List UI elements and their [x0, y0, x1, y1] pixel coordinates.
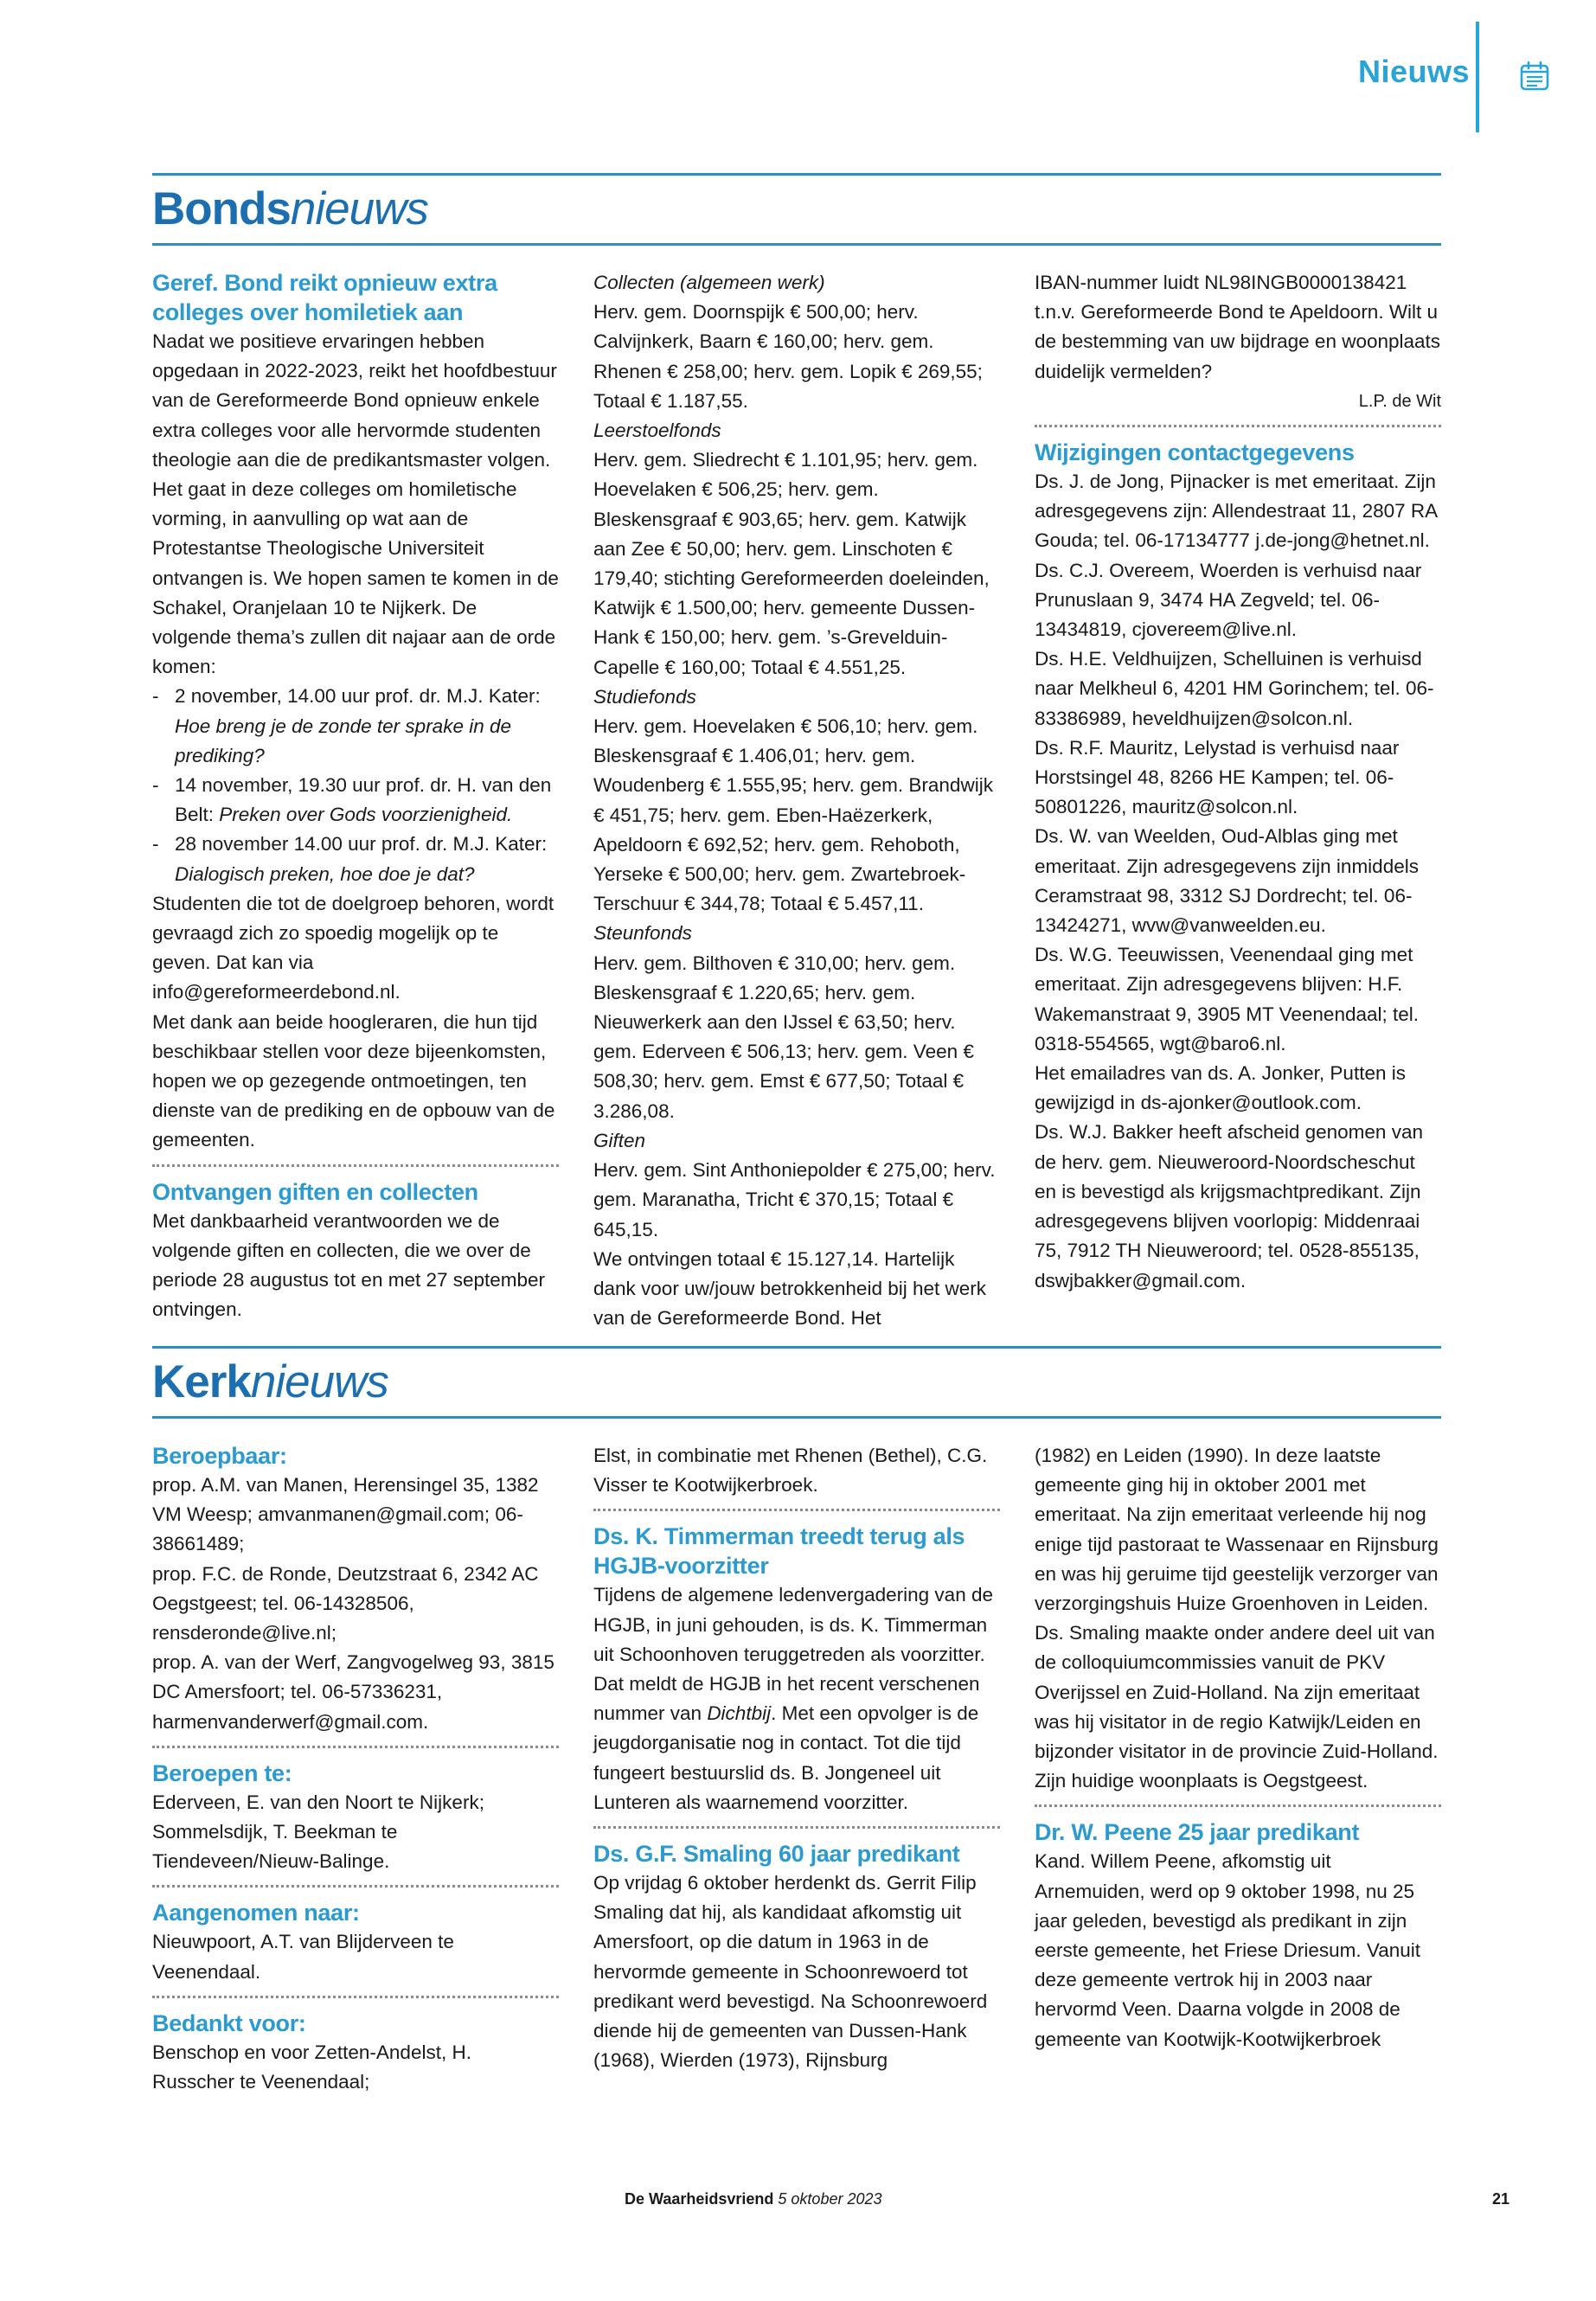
- article-heading: Ontvangen giften en collecten: [152, 1178, 478, 1205]
- dotted-separator: [152, 1996, 559, 1998]
- fund-text: Herv. gem. Doornspijk € 500,00; herv. Calvijnkerk, Baarn € 160,00; herv. gem. Rhenen € 258,00; herv. gem. Lopik € 269,55; Totaal € 1.187,55.: [593, 301, 983, 412]
- kerknieuws-title: [152, 1349, 1441, 1416]
- article-paragraph: Elst, in combinatie met Rhenen (Bethel), C.G. Visser te Kootwijkerbroek.: [593, 1445, 988, 1497]
- title-italic: nieuws: [250, 1356, 388, 1407]
- page-footer: [0, 2190, 1596, 2216]
- fund-subheading: Studiefonds: [593, 685, 696, 708]
- article-paragraph: (1982) en Leiden (1990). In deze laatste gemeente ging hij in oktober 2001 met emeritaat. Na zijn emeritaat verleende hij nog enige tijd pastoraat te Wassenaar en Rijnsburg en was hij geruime tijd geestelijk verzorger van verzorgingshuis Huize Groenhoven in Leiden.: [1035, 1445, 1439, 1615]
- article-paragraph: Met dankbaarheid verantwoorden we de volgende giften en collecten, die we over de periode 28 augustus tot en met 27 september ontvingen.: [152, 1209, 546, 1321]
- footer-publication: [625, 2190, 882, 2208]
- article-heading: Aangenomen naar:: [152, 1900, 360, 1926]
- bonds-column-3: [1035, 268, 1441, 1296]
- fund-subheading: Giften: [593, 1129, 646, 1151]
- item-title: Preken over Gods voorzienigheid.: [219, 804, 513, 826]
- article-heading: Ds. K. Timmerman treedt terug als HGJB-voorzitter: [593, 1523, 965, 1580]
- title-bold: Bonds: [152, 183, 291, 234]
- fund-text: Herv. gem. Sint Anthoniepolder € 275,00; herv. gem. Maranatha, Tricht € 370,15; Totaal € 645,15.: [593, 1159, 996, 1240]
- fund-subheading: Leerstoelfonds: [593, 420, 721, 442]
- issue-date: 5 oktober 2023: [778, 2190, 882, 2208]
- contact-change: Ds. H.E. Veldhuijzen, Schelluinen is verhuisd naar Melkheul 6, 4201 HM Gorinchem; tel. 06-83386989, heveldhuijzen@solcon.nl.: [1035, 648, 1434, 729]
- title-italic: nieuws: [290, 183, 428, 234]
- article-heading: Beroepbaar:: [152, 1443, 287, 1469]
- dotted-separator: [593, 1826, 1000, 1829]
- item-text: 2 november, 14.00 uur prof. dr. M.J. Kater:: [175, 685, 541, 708]
- contact-change: Ds. W. van Weelden, Oud-Alblas ging met emeritaat. Zijn adresgegevens zijn inmiddels Ceramstraat 98, 3312 SJ Dordrecht; tel. 06-13424271, wvw@vanweelden.eu.: [1035, 825, 1419, 937]
- article-paragraph: Ederveen, E. van den Noort te Nijkerk; Sommelsdijk, T. Beekman te Tiendeveen/Nieuw-Balinge.: [152, 1791, 484, 1873]
- list-item: [152, 830, 559, 888]
- dotted-separator: [152, 1746, 559, 1748]
- article-paragraph: Benschop en voor Zetten-Andelst, H. Russcher te Veenendaal;: [152, 2041, 471, 2093]
- article-paragraph: IBAN-nummer luidt NL98INGB0000138421 t.n.v. Gereformeerde Bond te Apeldoorn. Wilt u de bestemming van uw bijdrage en woonplaats duidelijk vermelden?: [1035, 272, 1441, 382]
- list-item: [152, 771, 559, 830]
- candidate-entry: prop. A.M. van Manen, Herensingel 35, 1382 VM Weesp; amvanmanen@gmail.com; 06-38661489;: [152, 1474, 539, 1555]
- contact-change: Ds. W.G. Teeuwissen, Veenendaal ging met emeritaat. Zijn adresgegevens blijven: H.F. Wakemanstraat 9, 3905 MT Veenendaal; tel. 0318-554565, wgt@baro6.nl.: [1035, 944, 1420, 1054]
- article-heading: Beroepen te:: [152, 1759, 292, 1786]
- kerknieuws-title-band: [152, 1346, 1441, 1419]
- title-bold: Kerk: [152, 1356, 251, 1407]
- bondsnieuws-title-band: [152, 173, 1441, 246]
- article-heading: Dr. W. Peene 25 jaar predikant: [1035, 1819, 1360, 1846]
- bonds-column-2: [593, 268, 1000, 1333]
- contact-change: Ds. R.F. Mauritz, Lelystad is verhuisd naar Horstsingel 48, 8266 HE Kampen; tel. 06-50801226, mauritz@solcon.nl.: [1035, 736, 1400, 818]
- bonds-column-1: [152, 268, 559, 1325]
- fund-text: Herv. gem. Sliedrecht € 1.101,95; herv. gem. Hoevelaken € 506,25; herv. gem. Bleskensgraaf € 903,65; herv. gem. Katwijk aan Zee € 50,00; herv. gem. Linschoten € 179,40; stichting Gereformeerden doeleinden, Katwijk € 1.500,00; herv. gemeente Dussen-Hank € 150,00; herv. gem. ’s-Grevelduin-Capelle € 160,00; Totaal € 4.551,25.: [593, 449, 990, 678]
- magazine-name: De Waarheidsvriend: [625, 2190, 774, 2208]
- calendar-icon: [1519, 61, 1550, 92]
- article-paragraph: Ds. Smaling maakte onder andere deel uit van de colloquiumcommissies vanuit de PKV Overijssel en Zuid-Holland. Na zijn emeritaat was hij visitator in de regio Katwijk/Leiden en bijzonder visitator in de provincie Zuid-Holland. Zijn huidige woonplaats is Oegstgeest.: [1035, 1622, 1439, 1792]
- article-paragraph: Studenten die tot de doelgroep behoren, wordt gevraagd zich zo spoedig mogelijk op te geven. Dat kan via info@gereformeerdebond.nl.: [152, 892, 554, 1003]
- dotted-separator: [1035, 1804, 1441, 1807]
- article-heading: Geref. Bond reikt opnieuw extra colleges over homiletiek aan: [152, 270, 497, 325]
- magazine-name: Dichtbij: [707, 1702, 772, 1725]
- article-heading: Ds. G.F. Smaling 60 jaar predikant: [593, 1841, 960, 1868]
- fund-subheading: Collecten (algemeen werk): [593, 272, 825, 293]
- article-heading: Wijzigingen contactgegevens: [1035, 439, 1355, 466]
- lecture-list: [152, 682, 559, 888]
- article-paragraph: [593, 1580, 1000, 1817]
- contact-change: Het emailadres van ds. A. Jonker, Putten is gewijzigd in ds-ajonker@outlook.com.: [1035, 1062, 1406, 1114]
- kerk-column-3: [1035, 1441, 1441, 2054]
- kerk-column-2: [593, 1441, 1000, 2075]
- item-title: Dialogisch preken, hoe doe je dat?: [175, 862, 475, 885]
- section-label: Nieuws: [1357, 54, 1470, 89]
- contact-change: Ds. J. de Jong, Pijnacker is met emeritaat. Zijn adresgegevens zijn: Allendestraat 11, 2807 RA Gouda; tel. 06-17134777 j.de-jong@hetnet.nl.: [1035, 471, 1437, 552]
- candidate-entry: prop. F.C. de Ronde, Deutzstraat 6, 2342 AC Oegstgeest; tel. 06-14328506, rensderonde@live.nl;: [152, 1562, 539, 1644]
- dotted-separator: [1035, 425, 1441, 427]
- contact-change: Ds. W.J. Bakker heeft afscheid genomen van de herv. gem. Nieuweroord-Noordscheschut en is bevestigd als krijgsmachtpredikant. Zijn adresgegevens blijven voorlopig: Middenraai 75, 7912 TH Nieuweroord; tel. 0528-855135, dswjbakker@gmail.com.: [1035, 1121, 1423, 1292]
- contact-change: Ds. C.J. Overeem, Woerden is verhuisd naar Prunuslaan 9, 3474 HA Zegveld; tel. 06-13434819, cjovereem@live.nl.: [1035, 559, 1422, 641]
- item-text: 14 november, 19.30 uur prof. dr. H. van den Belt:: [175, 774, 552, 826]
- list-item: [152, 682, 559, 771]
- dotted-separator: [152, 1885, 559, 1888]
- page-number: 21: [1491, 2190, 1509, 2208]
- article-heading: Bedankt voor:: [152, 2009, 306, 2036]
- item-text: 28 november 14.00 uur prof. dr. M.J. Kater:: [175, 833, 548, 856]
- fund-text: Herv. gem. Bilthoven € 310,00; herv. gem. Bleskensgraaf € 1.220,65; herv. gem. Nieuwerkerk aan den IJssel € 63,50; herv. gem. Ederveen € 506,13; herv. gem. Veen € 508,30; herv. gem. Emst € 677,50; Totaal € 3.286,08.: [593, 952, 974, 1122]
- fund-text: We ontvingen totaal € 15.127,14. Hartelijk dank voor uw/jouw betrokkenheid bij het werk van de Gereformeerde Bond. Het: [593, 1247, 986, 1330]
- fund-subheading: Steunfonds: [593, 922, 692, 945]
- dotted-separator: [593, 1509, 1000, 1511]
- fund-text: Herv. gem. Hoevelaken € 506,10; herv. gem. Bleskensgraaf € 1.406,01; herv. gem. Woudenberg € 1.555,95; herv. gem. Brandwijk € 451,75; herv. gem. Eben-Haëzerkerk, Apeldoorn € 692,52; herv. gem. Rehoboth, Yerseke € 500,00; herv. gem. Zwartebroek-Terschuur € 344,78; Totaal € 5.457,11.: [593, 715, 993, 915]
- article-paragraph: Kand. Willem Peene, afkomstig uit Arnemuiden, werd op 9 oktober 1998, nu 25 jaar geleden, bevestigd als predikant in zijn eerste gemeente, het Friese Driesum. Vanuit deze gemeente vertrok hij in 2003 naar hervormd Veen. Daarna volgde in 2008 de gemeente van Kootwijk-Kootwijkerbroek: [1035, 1850, 1421, 2050]
- signature: L.P. de Wit: [1358, 391, 1441, 411]
- article-paragraph: Nieuwpoort, A.T. van Blijderveen te Veenendaal.: [152, 1931, 454, 1983]
- dotted-separator: [152, 1164, 559, 1167]
- article-paragraph: Met dank aan beide hoogleraren, die hun tijd beschikbaar stellen voor deze bijeenkomsten, hopen we op gezegende ontmoetingen, ten dienste van de prediking en de opbouw van de gemeenten.: [152, 1010, 555, 1151]
- kerk-column-1: [152, 1441, 559, 2097]
- bondsnieuws-title: [152, 176, 1441, 243]
- item-title: Hoe breng je de zonde ter sprake in de prediking?: [175, 715, 512, 766]
- text-run: Tijdens de algemene ledenvergadering van de HGJB, in juni gehouden, is ds. K. Timmerman uit Schoonhoven teruggetreden als voorzitter. Dat meldt de HGJB in het recent verschenen nummer van: [593, 1584, 993, 1725]
- candidate-entry: prop. A. van der Werf, Zangvogelweg 93, 3815 DC Amersfoort; tel. 06-57336231, harmenvanderwerf@gmail.com.: [152, 1651, 554, 1733]
- article-paragraph: Op vrijdag 6 oktober herdenkt ds. Gerrit Filip Smaling dat hij, als kandidaat afkomstig uit Amersfoort, op die datum in 1963 in de hervormde gemeente in Schoonrewoerd tot predikant werd bevestigd. Na Schoonrewoerd diende hij de gemeenten van Dussen-Hank (1968), Wierden (1973), Rijnsburg: [593, 1872, 988, 2072]
- page-header: [0, 0, 1596, 138]
- text-run: . Met een opvolger is de jeugdorganisatie nog in contact. Tot die tijd fungeert bestuurslid ds. B. Jongeneel uit Lunteren als waarnemend voorzitter.: [593, 1702, 979, 1813]
- header-divider: [1476, 22, 1479, 132]
- article-paragraph: Nadat we positieve ervaringen hebben opgedaan in 2022-2023, reikt het hoofdbestuur van de Gereformeerde Bond opnieuw enkele extra colleges voor alle hervormde studenten theologie aan die de predikantsmaster volgen. Het gaat in deze colleges om homiletische vorming, in aanvulling op wat aan de Protestantse Theologische Universiteit ontvangen is. We hopen samen te komen in de Schakel, Oranjelaan 10 te Nijkerk. De volgende thema’s zullen dit najaar aan de orde komen:: [152, 330, 559, 678]
